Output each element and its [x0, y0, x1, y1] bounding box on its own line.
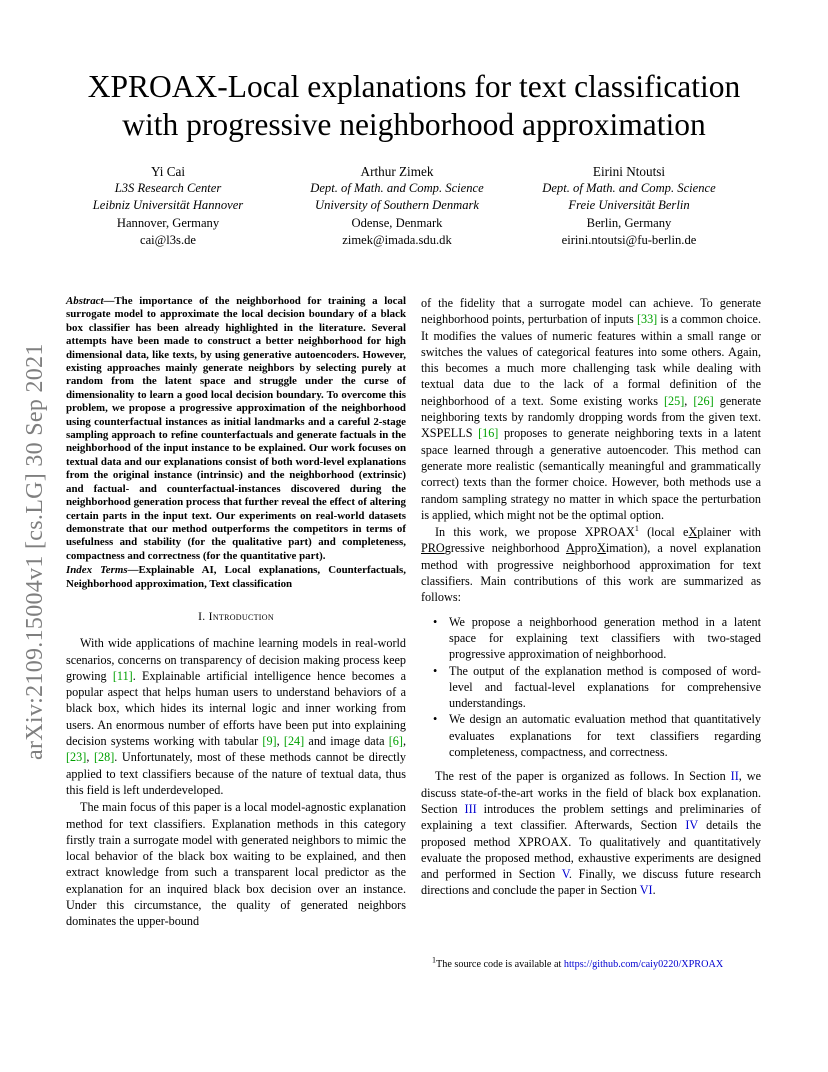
citation-link[interactable]: [23]	[66, 750, 87, 765]
author-affiliation: Leibniz Universität Hannover	[92, 198, 244, 213]
author-affiliation: Freie Universität Berlin	[568, 198, 690, 213]
paper-title	[40, 68, 788, 144]
text-run: ,	[402, 734, 406, 749]
acronym-letter: PRO	[421, 541, 445, 556]
intro-paragraph-1	[66, 635, 406, 798]
right-paragraph-2	[421, 524, 761, 605]
bullet-icon: •	[433, 663, 438, 678]
text-run: and image data	[304, 734, 389, 749]
author-name: Yi Cai	[150, 164, 186, 179]
index-terms-text: —Explainable AI, Local explanations, Counterfactuals, Neighborhood approximation, Text classification	[66, 564, 406, 590]
text-run: proposes to generate neighboring texts in a latent space learned through a generative autoencoder. This method can generate more realistic (semantically meaningful and grammatically correct) texts than the former choice. However, both methods use a random sampling strategy no matter in which space the perturbation is applied, which might not be the optimal option.	[421, 426, 761, 522]
text-run: generate neighboring texts by randomly dropping words from the given text. XSPELLS	[421, 393, 761, 441]
section-reference-link[interactable]: III	[464, 801, 477, 816]
citation-link[interactable]: [25]	[663, 393, 685, 408]
text-run: . Unfortunately, most of these methods cannot be directly applied to text classifiers because of the nature of textual data, thus this field is left underdeveloped.	[66, 750, 407, 797]
author-email: cai@l3s.de	[139, 232, 196, 247]
acronym-letter: A	[565, 541, 575, 556]
abstract-text: —The importance of the neighborhood for training a local surrogate model to approximate the local decision boundary of a black box classifier has been already highlighted in the literature. Several attempts have been made to construct a better neighborhood for high dimensional data, like texts, by using generative autoencoders. However, existing approaches mainly generate neighbors by selecting purely at random from the latent space and struggle under the curse of dimensionality to learn a good local decision boundary. To overcome this problem, we propose a progressive approximation of the neighborhood using counterfactual instances as initial landmarks and a careful 2-stage sampling approach to refine counterfactuals and generate factuals in the neighborhood of the input instance to be explained. Our work focuses on textual data and our explanations consist of both word-level explanations from the original instance (intrinsic) and the neighborhood (extrinsic) and factual- and counterfactual-instances discovered during the neighborhood generation process that further reveal the effect of altering certain parts in the input text. Our experiments on real-world datasets demonstrate that our method outperforms the competitors in terms of usefulness and stability (for the qualitative part) and completeness, compactness and correctness (for the quantitative part).	[66, 295, 406, 562]
text-run: .	[652, 883, 656, 898]
section-title: Introduction	[208, 609, 274, 623]
section-reference-link[interactable]: IV	[685, 818, 698, 833]
text-run: . Explainable artificial intelligence hence becomes a popular aspect that helps human users to understand behaviors of a black box, which hides its internal logic and inner working from users. An enormous number of efforts have been put into explaining decision systems working with tabular	[66, 668, 407, 749]
citation-link[interactable]: [9]	[262, 734, 277, 749]
text-run: The rest of the paper is organized as follows. In Section	[435, 769, 731, 784]
text-run: ppro	[574, 541, 598, 556]
acronym-letter: X	[597, 541, 606, 556]
text-run: imation), a novel explanation method with progressive neighborhood approximation for text classifiers. Main contributions of this work are summarized as follows:	[421, 541, 761, 605]
section-reference-link[interactable]: II	[730, 769, 739, 784]
list-item-text: We propose a neighborhood generation method in a latent space for explaining text classifiers with two-staged progressive approximation of neighborhood.	[449, 614, 761, 662]
abstract-lead: Abstract	[66, 295, 104, 307]
citation-link[interactable]: [28]	[93, 750, 115, 765]
text-run: of the fidelity that a surrogate model can achieve. To generate neighborhood points, perturbation of inputs	[421, 296, 761, 327]
author-email: zimek@imada.sdu.dk	[342, 232, 452, 247]
title-line-2: with progressive neighborhood approximation	[122, 107, 706, 142]
title-line-1: XPROAX-Local explanations for text classification	[87, 69, 741, 104]
author-location: Berlin, Germany	[586, 215, 672, 230]
text-run: gressive neighborhood	[444, 541, 566, 556]
source-code-link[interactable]: https://github.com/caiy0220/XPROAX	[563, 959, 724, 970]
citation-link[interactable]: [33]	[636, 312, 658, 327]
citation-link[interactable]: [24]	[283, 734, 305, 749]
footnote-marker[interactable]: 1	[634, 524, 639, 534]
author-affiliation: University of Southern Denmark	[314, 198, 480, 213]
footnote-mark: 1	[432, 955, 436, 965]
text-run: (local e	[638, 525, 689, 540]
author-3	[516, 163, 742, 249]
intro-paragraph-2: The main focus of this paper is a local model-agnostic explanation method for text classifiers. Explanation methods in this category firstly train a surrogate model with generated neighbors to mimic the local behavior of the black box waiting to be explained, and then extract knowledge from such a transparent local predictor as the explanation for an inquired black box decision over an instance. Under this circumstance, the quality of generated neighbors dominates the upper-bound	[66, 800, 406, 929]
right-paragraph-3	[421, 768, 761, 898]
index-terms	[66, 564, 406, 591]
list-item	[421, 663, 761, 712]
text-run: is a common choice. It modifies the values of numeric features within a small range or switches the values of categorical features into some others. Again, this becomes a much more challenging task while dealing with textual data due to the lack of a formal definition of the neighborhood of a text. Some existing works	[421, 312, 761, 408]
author-affiliation: L3S Research Center	[114, 181, 222, 196]
text-run: introduces the problem settings and preliminaries of explaining a text classifier. Afterwards, Section	[421, 801, 762, 833]
author-affiliation: Dept. of Math. and Comp. Science	[542, 181, 716, 196]
right-column	[421, 295, 761, 899]
author-1	[92, 163, 244, 249]
text-run: ,	[276, 734, 284, 749]
section-reference-link[interactable]: V	[561, 867, 569, 882]
abstract	[66, 295, 406, 563]
list-item	[421, 711, 761, 760]
author-location: Odense, Denmark	[351, 215, 443, 230]
bullet-icon: •	[433, 614, 438, 629]
text-run: , we discuss state-of-the-art works in the field of black box explanation. Section	[421, 769, 761, 816]
author-name: Eirini Ntoutsi	[592, 164, 666, 179]
arxiv-identifier: arXiv:2109.15004v1 [cs.LG] 30 Sep 2021	[22, 343, 48, 760]
text-run: ,	[86, 750, 94, 765]
text-run: In this work, we propose XPROAX	[435, 525, 635, 540]
citation-link[interactable]: [26]	[693, 393, 714, 408]
right-paragraph-1	[421, 295, 761, 523]
author-2	[284, 163, 510, 249]
section-number: I.	[198, 609, 209, 623]
author-affiliation: Dept. of Math. and Comp. Science	[310, 181, 484, 196]
footnote	[432, 955, 724, 971]
list-item-text: We design an automatic evaluation method that quantitatively evaluates explanations for text classifiers regarding completeness, compactness, and correctness.	[449, 712, 761, 760]
author-location: Hannover, Germany	[116, 215, 220, 230]
citation-link[interactable]: [16]	[478, 426, 499, 441]
text-run: details the proposed method XPROAX. To qualitatively and quantitatively evaluate the proposed method, exhaustive experiments are designed and performed in Section	[421, 818, 762, 882]
index-terms-lead: Index Terms	[66, 564, 128, 577]
section-reference-link[interactable]: VI	[639, 883, 653, 898]
footnote-text: The source code is available at	[436, 959, 564, 970]
text-run: ,	[684, 393, 694, 408]
text-run: . Finally, we discuss future research directions and conclude the paper in Section	[421, 867, 762, 898]
citation-link[interactable]: [6]	[388, 734, 403, 749]
list-item-text: The output of the explanation method is composed of word-level and factual-level explanations for comprehensive understandings.	[449, 663, 761, 711]
left-column	[66, 295, 406, 930]
contribution-list	[421, 614, 761, 761]
author-name: Arthur Zimek	[360, 164, 434, 179]
text-run: With wide applications of machine learning models in real-world scenarios, concerns on transparency of decision making process keep growing	[66, 636, 406, 683]
acronym-letter: X	[688, 525, 698, 540]
citation-link[interactable]: [11]	[112, 668, 133, 683]
text-run: plainer with	[697, 525, 761, 540]
bullet-icon: •	[433, 712, 438, 727]
section-heading	[66, 609, 406, 625]
list-item	[421, 614, 761, 663]
author-email: eirini.ntoutsi@fu-berlin.de	[561, 232, 697, 247]
